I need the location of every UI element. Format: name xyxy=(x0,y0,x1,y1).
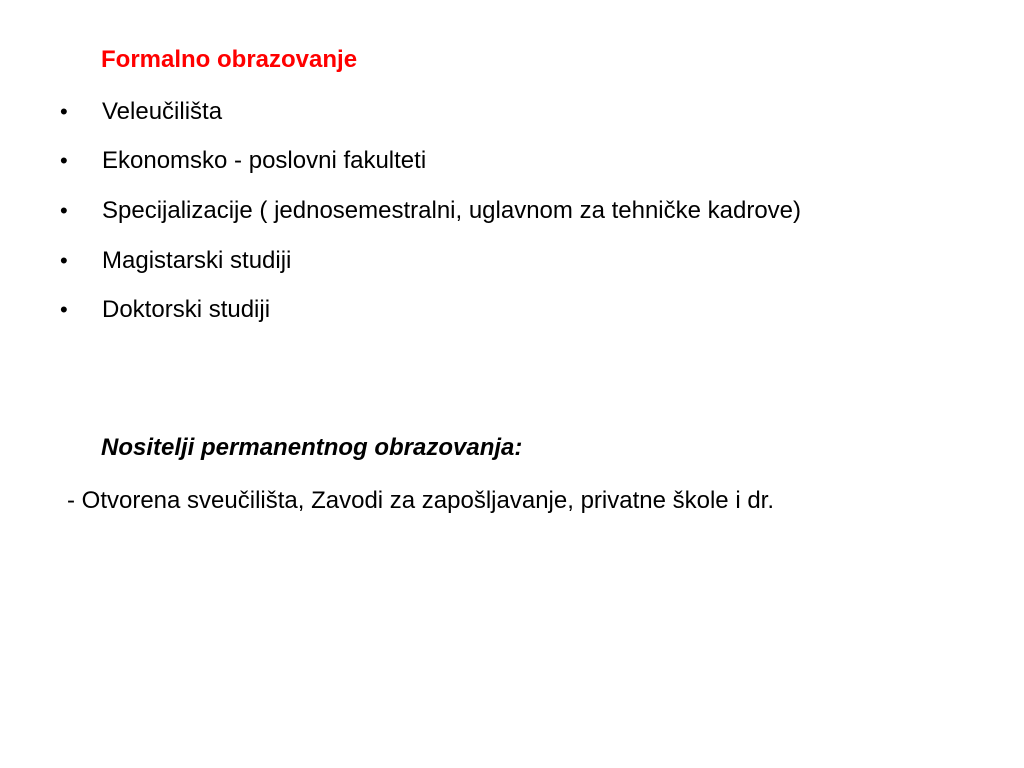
section-subheading: Nositelji permanentnog obrazovanja: xyxy=(101,434,523,461)
bullet-icon: • xyxy=(60,148,68,173)
bullet-text: Doktorski studiji xyxy=(102,296,271,323)
slide-heading: Formalno obrazovanje xyxy=(101,46,358,73)
list-item xyxy=(60,243,964,279)
bullet-text: Ekonomsko - poslovni fakulteti xyxy=(102,147,427,174)
list-item xyxy=(60,143,964,179)
list-item xyxy=(60,94,964,130)
bullet-icon: • xyxy=(60,297,68,322)
bullet-icon: • xyxy=(60,198,68,223)
bullet-icon: • xyxy=(60,248,68,273)
bullet-text: Magistarski studiji xyxy=(102,247,292,274)
list-item xyxy=(60,292,964,328)
bullet-icon: • xyxy=(60,99,68,124)
bullet-text: Veleučilišta xyxy=(102,98,223,125)
note-paragraph: - Otvorena sveučilišta, Zavodi za zapošljavanje, privatne škole i dr. xyxy=(67,487,775,514)
bullet-text: Specijalizacije ( jednosemestralni, uglavnom za tehničke kadrove) xyxy=(102,197,802,224)
bullet-list xyxy=(60,94,964,341)
list-item xyxy=(60,192,964,230)
